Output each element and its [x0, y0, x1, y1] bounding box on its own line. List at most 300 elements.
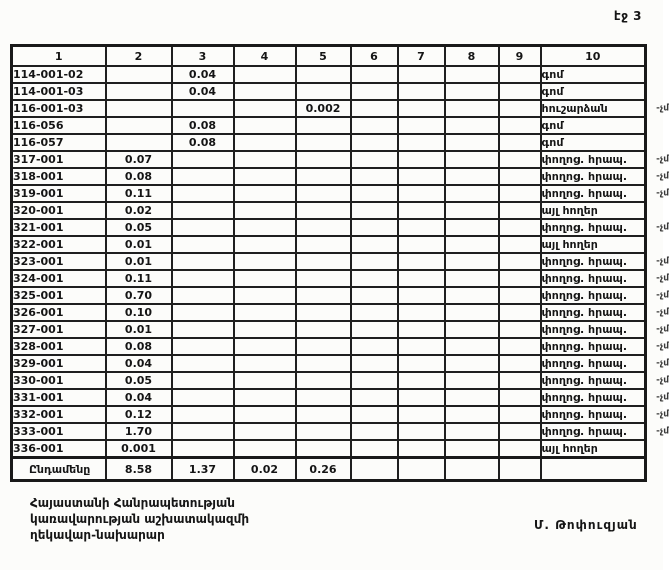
cell-col3	[172, 321, 234, 338]
table-row	[12, 236, 646, 253]
cell-col9	[499, 66, 541, 83]
handwritten-margin-note: -չմ	[656, 171, 669, 181]
handwritten-margin-note: -չմ	[656, 188, 669, 198]
cell-col9	[499, 458, 541, 481]
cell-col10: փողոց. հրապ. -չմ	[541, 153, 669, 166]
cell-col2: 8.58	[106, 458, 172, 481]
cell-col8	[445, 406, 499, 423]
cell-col9	[499, 440, 541, 458]
cell-col9	[499, 372, 541, 389]
cell-col2: 0.04	[106, 355, 172, 372]
table-row	[12, 389, 646, 406]
cell-col3: 1.37	[172, 458, 234, 481]
handwritten-margin-note: -չմ	[656, 256, 669, 266]
col-header-6: 6	[351, 46, 398, 67]
cell-col9	[499, 406, 541, 423]
cell-col10: փողոց. հրապ. -չմ	[541, 340, 669, 353]
cell-col8	[445, 389, 499, 406]
cell-col9	[499, 321, 541, 338]
table-row	[12, 287, 646, 304]
cell-col2: 0.01	[106, 253, 172, 270]
cell-col1: 319-001	[12, 185, 106, 202]
cell-col7	[398, 66, 445, 83]
cell-col3: 0.04	[172, 66, 234, 83]
handwritten-margin-note: -չմ	[656, 409, 669, 419]
cell-col9	[499, 304, 541, 321]
cell-col8	[445, 423, 499, 440]
cell-col1: 116-001-03	[12, 100, 106, 117]
cell-col8	[445, 372, 499, 389]
footer-line-3: ղեկավար-նախարար	[30, 528, 165, 542]
cell-col10: փողոց. հրապ. -չմ	[541, 425, 669, 438]
cell-col5	[296, 66, 351, 83]
cell-col3	[172, 440, 234, 458]
table-row	[12, 372, 646, 389]
cell-col5	[296, 270, 351, 287]
cell-col1: 114-001-03	[12, 83, 106, 100]
cell-col6	[351, 66, 398, 83]
cell-col5	[296, 202, 351, 219]
cell-col10	[541, 458, 646, 481]
cell-col1: 336-001	[12, 440, 106, 458]
cell-col3: 0.08	[172, 117, 234, 134]
handwritten-margin-note: -չմ	[656, 426, 669, 436]
cell-col1: 322-001	[12, 236, 106, 253]
cell-col7	[398, 338, 445, 355]
cell-col3	[172, 270, 234, 287]
table-row	[12, 134, 646, 151]
cell-col2: 0.10	[106, 304, 172, 321]
handwritten-margin-note: -չմ	[656, 103, 669, 113]
cell-col9	[499, 117, 541, 134]
col-header-2: 2	[106, 46, 172, 67]
cell-col6	[351, 100, 398, 117]
cell-col9	[499, 134, 541, 151]
table-row	[12, 66, 646, 83]
cell-col10: փողոց. հրապ. -չմ	[541, 255, 669, 268]
cell-col5	[296, 134, 351, 151]
cell-col1: 329-001	[12, 355, 106, 372]
cell-col4	[234, 372, 296, 389]
cell-col7	[398, 304, 445, 321]
cell-col10: հուշարձան -չմ	[541, 102, 669, 115]
cell-col2: 0.08	[106, 338, 172, 355]
cell-col10: փողոց. հրապ. -չմ	[541, 187, 669, 200]
cell-col1: 331-001	[12, 389, 106, 406]
cell-col10: գոմ	[541, 134, 646, 151]
cell-col6	[351, 423, 398, 440]
cell-col2	[106, 134, 172, 151]
cell-col7	[398, 185, 445, 202]
cell-col4	[234, 185, 296, 202]
table-row	[12, 253, 646, 270]
cell-col4	[234, 134, 296, 151]
handwritten-margin-note: -չմ	[656, 375, 669, 385]
cell-col8	[445, 151, 499, 168]
cell-col1: 327-001	[12, 321, 106, 338]
cell-col4	[234, 389, 296, 406]
cell-col7	[398, 389, 445, 406]
cell-col2: 0.04	[106, 389, 172, 406]
cell-col4	[234, 423, 296, 440]
cell-col3	[172, 219, 234, 236]
cell-col3: 0.04	[172, 83, 234, 100]
cell-col5: 0.002	[296, 100, 351, 117]
cell-col5	[296, 389, 351, 406]
cell-col3	[172, 202, 234, 219]
handwritten-margin-note: -չմ	[656, 273, 669, 283]
cell-col7	[398, 458, 445, 481]
table-row	[12, 321, 646, 338]
cell-col5	[296, 185, 351, 202]
col-header-7: 7	[398, 46, 445, 67]
cell-col7	[398, 321, 445, 338]
cell-col8	[445, 185, 499, 202]
cell-col1: 116-056	[12, 117, 106, 134]
cell-col1: 317-001	[12, 151, 106, 168]
cell-col10: փողոց. հրապ. -չմ	[541, 323, 669, 336]
cell-col7	[398, 100, 445, 117]
cell-col3	[172, 355, 234, 372]
handwritten-margin-note: -չմ	[656, 154, 669, 164]
cell-col5	[296, 406, 351, 423]
cell-col4	[234, 66, 296, 83]
cell-col7	[398, 406, 445, 423]
cell-col10: փողոց. հրապ. -չմ	[541, 306, 669, 319]
cell-col6	[351, 287, 398, 304]
cell-col5	[296, 253, 351, 270]
cell-col8	[445, 253, 499, 270]
table-row	[12, 117, 646, 134]
total-row	[12, 458, 646, 481]
handwritten-margin-note: -չմ	[656, 307, 669, 317]
cell-col2: 0.02	[106, 202, 172, 219]
cell-col9	[499, 185, 541, 202]
handwritten-margin-note: -չմ	[656, 222, 669, 232]
table-row	[12, 355, 646, 372]
cell-col9	[499, 338, 541, 355]
cell-col5	[296, 355, 351, 372]
land-register-table	[10, 44, 669, 482]
cell-col5	[296, 440, 351, 458]
cell-col1: 320-001	[12, 202, 106, 219]
cell-col8	[445, 100, 499, 117]
cell-col10: այլ հողեր	[541, 202, 646, 219]
cell-col3	[172, 287, 234, 304]
cell-col10: փողոց. հրապ. -չմ	[541, 289, 669, 302]
cell-col1: 318-001	[12, 168, 106, 185]
cell-col8	[445, 355, 499, 372]
cell-col10: փողոց. հրապ. -չմ	[541, 272, 669, 285]
cell-col3	[172, 338, 234, 355]
cell-col5	[296, 168, 351, 185]
cell-col9	[499, 270, 541, 287]
cell-col4	[234, 253, 296, 270]
cell-col2: 0.05	[106, 219, 172, 236]
cell-col4	[234, 236, 296, 253]
cell-col8	[445, 440, 499, 458]
cell-col6	[351, 338, 398, 355]
cell-col6	[351, 372, 398, 389]
cell-col6	[351, 185, 398, 202]
cell-col10: փողոց. հրապ. -չմ	[541, 170, 669, 183]
cell-col4: 0.02	[234, 458, 296, 481]
cell-col9	[499, 355, 541, 372]
cell-col3	[172, 423, 234, 440]
cell-col4	[234, 338, 296, 355]
col-header-3: 3	[172, 46, 234, 67]
cell-col8	[445, 66, 499, 83]
cell-col7	[398, 270, 445, 287]
cell-col4	[234, 219, 296, 236]
cell-col1: 330-001	[12, 372, 106, 389]
cell-col1: Ընդամենը	[12, 458, 106, 481]
cell-col9	[499, 287, 541, 304]
cell-col3	[172, 168, 234, 185]
cell-col2: 0.01	[106, 321, 172, 338]
cell-col5	[296, 304, 351, 321]
handwritten-margin-note: -չմ	[656, 358, 669, 368]
cell-col1: 114-001-02	[12, 66, 106, 83]
col-header-4: 4	[234, 46, 296, 67]
cell-col4	[234, 202, 296, 219]
cell-col10: այլ հողեր	[541, 440, 646, 458]
cell-col2: 0.05	[106, 372, 172, 389]
cell-col4	[234, 406, 296, 423]
cell-col8	[445, 134, 499, 151]
cell-col3	[172, 236, 234, 253]
table-row	[12, 100, 646, 117]
cell-col4	[234, 151, 296, 168]
cell-col2	[106, 66, 172, 83]
cell-col6	[351, 134, 398, 151]
cell-col5	[296, 423, 351, 440]
cell-col4	[234, 100, 296, 117]
header-row	[12, 46, 646, 67]
cell-col10: գոմ	[541, 66, 646, 83]
cell-col7	[398, 168, 445, 185]
cell-col2: 0.01	[106, 236, 172, 253]
cell-col1: 326-001	[12, 304, 106, 321]
table-row	[12, 151, 646, 168]
cell-col3	[172, 151, 234, 168]
table-row	[12, 440, 646, 458]
table-row	[12, 338, 646, 355]
cell-col1: 333-001	[12, 423, 106, 440]
cell-col8	[445, 458, 499, 481]
cell-col10: գոմ	[541, 83, 646, 100]
cell-col7	[398, 202, 445, 219]
cell-col8	[445, 287, 499, 304]
table-row	[12, 83, 646, 100]
cell-col6	[351, 406, 398, 423]
cell-col2: 0.001	[106, 440, 172, 458]
cell-col4	[234, 355, 296, 372]
cell-col6	[351, 253, 398, 270]
cell-col6	[351, 168, 398, 185]
cell-col2: 0.11	[106, 270, 172, 287]
cell-col2: 0.70	[106, 287, 172, 304]
cell-col5: 0.26	[296, 458, 351, 481]
col-header-5: 5	[296, 46, 351, 67]
cell-col6	[351, 151, 398, 168]
table-row	[12, 270, 646, 287]
cell-col4	[234, 117, 296, 134]
cell-col1: 116-057	[12, 134, 106, 151]
handwritten-margin-note: -չմ	[656, 392, 669, 402]
footer-line-1: Հայաստանի Հանրապետության	[30, 496, 235, 510]
cell-col4	[234, 287, 296, 304]
footer-signatory-title	[30, 495, 249, 543]
cell-col9	[499, 389, 541, 406]
footer-line-2: կառավարության աշխատակազմի	[30, 512, 250, 526]
cell-col2	[106, 100, 172, 117]
table-header	[12, 46, 646, 67]
col-header-1: 1	[12, 46, 106, 67]
cell-col7	[398, 355, 445, 372]
cell-col5	[296, 372, 351, 389]
cell-col5	[296, 219, 351, 236]
cell-col7	[398, 219, 445, 236]
table-row	[12, 168, 646, 185]
cell-col6	[351, 355, 398, 372]
cell-col1: 328-001	[12, 338, 106, 355]
table-row	[12, 406, 646, 423]
cell-col4	[234, 321, 296, 338]
cell-col4	[234, 83, 296, 100]
table-row	[12, 202, 646, 219]
cell-col8	[445, 236, 499, 253]
cell-col6	[351, 270, 398, 287]
cell-col5	[296, 338, 351, 355]
cell-col2: 0.11	[106, 185, 172, 202]
cell-col10: փողոց. հրապ. -չմ	[541, 391, 669, 404]
cell-col2: 0.08	[106, 168, 172, 185]
cell-col5	[296, 151, 351, 168]
cell-col6	[351, 202, 398, 219]
cell-col4	[234, 440, 296, 458]
page-number-label: էջ 3	[613, 9, 642, 23]
cell-col2	[106, 83, 172, 100]
col-header-10: 10	[541, 46, 646, 67]
cell-col8	[445, 321, 499, 338]
cell-col2: 0.07	[106, 151, 172, 168]
cell-col3	[172, 372, 234, 389]
cell-col9	[499, 236, 541, 253]
cell-col9	[499, 168, 541, 185]
cell-col2	[106, 117, 172, 134]
cell-col8	[445, 83, 499, 100]
cell-col7	[398, 440, 445, 458]
handwritten-margin-note: -չմ	[656, 290, 669, 300]
cell-col6	[351, 83, 398, 100]
cell-col10: փողոց. հրապ. -չմ	[541, 374, 669, 387]
cell-col5	[296, 321, 351, 338]
cell-col5	[296, 117, 351, 134]
col-header-9: 9	[499, 46, 541, 67]
cell-col3	[172, 304, 234, 321]
cell-col7	[398, 372, 445, 389]
signature-name: Մ. Թոփուզյան	[534, 518, 638, 532]
cell-col9	[499, 151, 541, 168]
cell-col6	[351, 389, 398, 406]
cell-col4	[234, 168, 296, 185]
cell-col10: փողոց. հրապ. -չմ	[541, 357, 669, 370]
cell-col2: 1.70	[106, 423, 172, 440]
cell-col6	[351, 304, 398, 321]
cell-col9	[499, 83, 541, 100]
cell-col1: 324-001	[12, 270, 106, 287]
cell-col7	[398, 117, 445, 134]
cell-col6	[351, 321, 398, 338]
cell-col7	[398, 151, 445, 168]
cell-col9	[499, 219, 541, 236]
cell-col6	[351, 236, 398, 253]
cell-col7	[398, 423, 445, 440]
cell-col1: 332-001	[12, 406, 106, 423]
cell-col8	[445, 202, 499, 219]
cell-col5	[296, 287, 351, 304]
cell-col9	[499, 423, 541, 440]
cell-col4	[234, 270, 296, 287]
table-row	[12, 219, 646, 236]
cell-col5	[296, 83, 351, 100]
handwritten-margin-note: -չմ	[656, 324, 669, 334]
handwritten-margin-note: -չմ	[656, 341, 669, 351]
cell-col10: փողոց. հրապ. -չմ	[541, 408, 669, 421]
cell-col10: փողոց. հրապ. -չմ	[541, 221, 669, 234]
cell-col9	[499, 202, 541, 219]
cell-col9	[499, 100, 541, 117]
table-row	[12, 423, 646, 440]
table-body	[12, 66, 669, 481]
cell-col10: գոմ	[541, 117, 646, 134]
cell-col7	[398, 253, 445, 270]
cell-col8	[445, 338, 499, 355]
cell-col7	[398, 83, 445, 100]
cell-col4	[234, 304, 296, 321]
cell-col6	[351, 117, 398, 134]
cell-col8	[445, 304, 499, 321]
cell-col1: 321-001	[12, 219, 106, 236]
table-row	[12, 185, 646, 202]
col-header-8: 8	[445, 46, 499, 67]
cell-col3	[172, 253, 234, 270]
cell-col8	[445, 219, 499, 236]
cell-col7	[398, 287, 445, 304]
cell-col1: 325-001	[12, 287, 106, 304]
cell-col3	[172, 185, 234, 202]
cell-col2: 0.12	[106, 406, 172, 423]
cell-col3	[172, 389, 234, 406]
cell-col10: այլ հողեր	[541, 236, 646, 253]
cell-col6	[351, 219, 398, 236]
cell-col6	[351, 440, 398, 458]
cell-col1: 323-001	[12, 253, 106, 270]
cell-col3	[172, 406, 234, 423]
cell-col7	[398, 134, 445, 151]
cell-col5	[296, 236, 351, 253]
cell-col8	[445, 270, 499, 287]
cell-col9	[499, 253, 541, 270]
cell-col3: 0.08	[172, 134, 234, 151]
cell-col8	[445, 117, 499, 134]
cell-col8	[445, 168, 499, 185]
table-row	[12, 304, 646, 321]
cell-col7	[398, 236, 445, 253]
cell-col3	[172, 100, 234, 117]
cell-col6	[351, 458, 398, 481]
